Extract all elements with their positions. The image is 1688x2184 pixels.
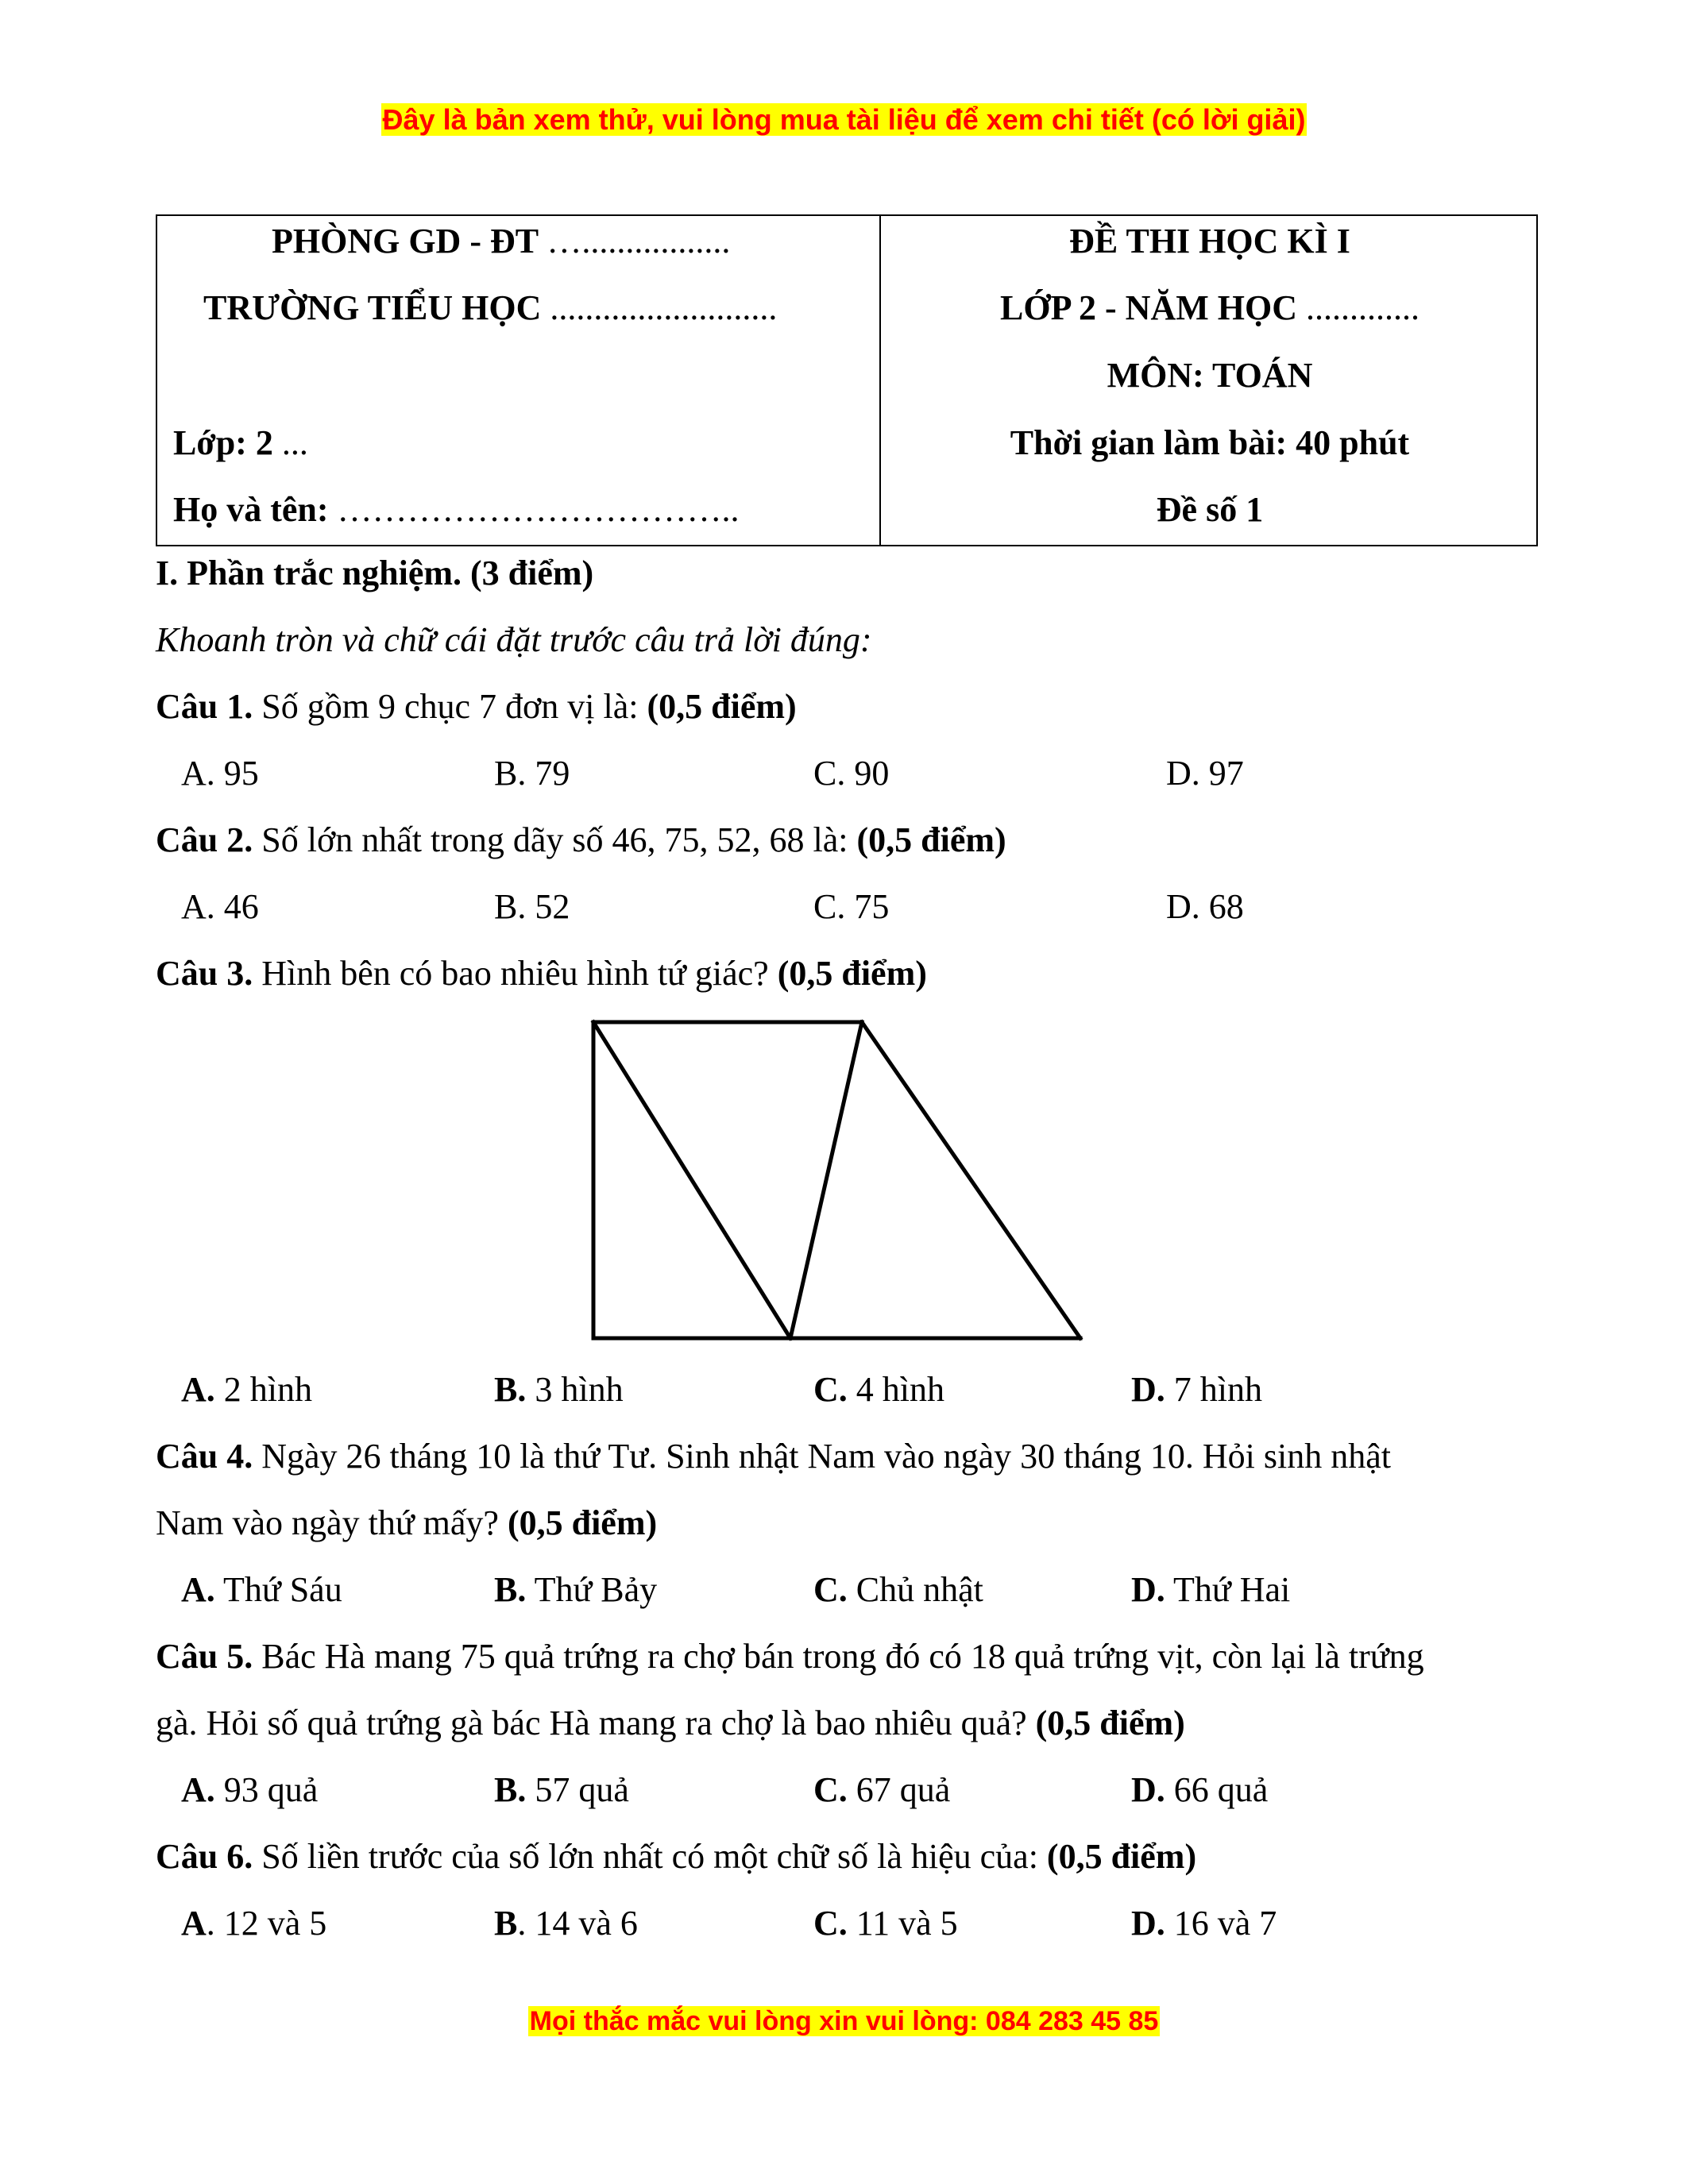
question-points: (0,5 điểm) — [1035, 1704, 1185, 1742]
exam-title-text: ĐỀ THI HỌC KÌ I — [1069, 222, 1350, 260]
option-letter: C. — [813, 1770, 848, 1809]
name-label: Họ và tên: — [173, 490, 329, 529]
q1-option-b[interactable] — [494, 753, 570, 793]
option-text: 3 hình — [526, 1370, 624, 1409]
option-letter: C. — [813, 1370, 848, 1409]
question-text: Ngày 26 tháng 10 là thứ Tư. Sinh nhật Nam vào ngày 30 tháng 10. Hỏi sinh nhật — [253, 1437, 1391, 1476]
figure-diagonal-middle — [790, 1022, 862, 1338]
school-line — [203, 287, 777, 328]
q5-option-c[interactable] — [813, 1769, 950, 1810]
option-text: 68 — [1199, 887, 1244, 926]
question-5 — [156, 1636, 1424, 1677]
q3-option-a[interactable] — [181, 1369, 312, 1410]
option-letter: D. — [1131, 1370, 1165, 1409]
q6-option-c[interactable] — [813, 1903, 958, 1943]
option-text: Thứ Bảy — [526, 1570, 658, 1609]
exam-header-table — [156, 214, 1538, 546]
question-label: Câu 1. — [156, 687, 253, 726]
question-label: Câu 3. — [156, 954, 253, 993]
figure-diagonal-left — [593, 1022, 790, 1338]
option-text: 46 — [214, 887, 259, 926]
class-line — [173, 423, 308, 463]
option-letter: B. — [494, 1370, 527, 1409]
question-text: Số gồm 9 chục 7 đơn vị là: — [253, 687, 647, 726]
school-text: TRƯỜNG TIỂU HỌC — [203, 288, 542, 327]
q6-option-a[interactable] — [181, 1903, 326, 1943]
option-letter: B. — [494, 754, 527, 793]
option-letter: A. — [181, 1570, 215, 1609]
quadrilateral-figure — [588, 1017, 1104, 1366]
q4-option-c[interactable] — [813, 1569, 983, 1610]
option-text: 95 — [214, 754, 259, 793]
question-text: Nam vào ngày thứ mấy? — [156, 1503, 508, 1542]
q3-option-d[interactable] — [1131, 1369, 1262, 1410]
option-text: 90 — [845, 754, 890, 793]
question-label: Câu 5. — [156, 1637, 253, 1676]
q6-option-b[interactable] — [494, 1903, 638, 1943]
option-text: . 12 và 5 — [206, 1904, 327, 1943]
year-dots: ............. — [1305, 288, 1420, 327]
name-line — [173, 489, 740, 530]
option-letter: C. — [813, 754, 846, 793]
option-text: 11 và 5 — [847, 1904, 958, 1943]
option-letter: B. — [494, 887, 527, 926]
option-letter: A — [181, 1904, 207, 1943]
question-label: Câu 6. — [156, 1837, 253, 1876]
option-text: 97 — [1199, 754, 1244, 793]
preview-banner-text: Đây là bản xem thử, vui lòng mua tài liệu để xem chi tiết (có lời giải) — [382, 103, 1306, 136]
option-text: 67 quả — [847, 1770, 951, 1809]
question-text: Hình bên có bao nhiêu hình tứ giác? — [253, 954, 778, 993]
option-text: 16 và 7 — [1165, 1904, 1277, 1943]
subject-line — [882, 355, 1538, 396]
question-text: Bác Hà mang 75 quả trứng ra chợ bán trong đó có 18 quả trứng vịt, còn lại là trứng — [253, 1637, 1424, 1676]
question-points: (0,5 điểm) — [856, 820, 1006, 859]
school-dots: .......................... — [550, 288, 778, 327]
question-points: (0,5 điểm) — [777, 954, 927, 993]
option-letter: A. — [181, 1370, 215, 1409]
question-4 — [156, 1436, 1391, 1476]
subject-text: MÔN: TOÁN — [1107, 356, 1313, 395]
option-text: 4 hình — [847, 1370, 945, 1409]
option-letter: B. — [494, 1570, 527, 1609]
q2-option-c[interactable] — [813, 886, 889, 927]
question-text: gà. Hỏi số quả trứng gà bác Hà mang ra chợ là bao nhiêu quả? — [156, 1704, 1036, 1742]
grade-year-text: LỚP 2 - NĂM HỌC — [1000, 288, 1297, 327]
q4-option-b[interactable] — [494, 1569, 657, 1610]
q4-option-a[interactable] — [181, 1569, 342, 1610]
exam-number-line — [882, 489, 1538, 530]
q1-option-d[interactable] — [1166, 753, 1244, 793]
q5-option-b[interactable] — [494, 1769, 629, 1810]
option-text: 7 hình — [1165, 1370, 1263, 1409]
question-text: Số lớn nhất trong dãy số 46, 75, 52, 68 là: — [253, 820, 857, 859]
option-text: . 14 và 6 — [517, 1904, 638, 1943]
option-text: Thứ Sáu — [214, 1570, 342, 1609]
figure-right-slant — [862, 1022, 1080, 1338]
q4-option-d[interactable] — [1131, 1569, 1290, 1610]
question-6 — [156, 1836, 1196, 1877]
q6-option-d[interactable] — [1131, 1903, 1277, 1943]
contact-banner-text: Mọi thắc mắc vui lòng xin vui lòng: 084 283 45 85 — [529, 2006, 1159, 2036]
q2-option-a[interactable] — [181, 886, 259, 927]
question-points: (0,5 điểm) — [1046, 1837, 1197, 1876]
question-2 — [156, 820, 1006, 860]
exam-title — [882, 221, 1538, 261]
option-letter: A. — [181, 754, 215, 793]
grade-year-line — [882, 287, 1538, 328]
option-letter: B — [494, 1904, 518, 1943]
time-text: Thời gian làm bài: 40 phút — [1010, 423, 1410, 462]
instruction: Khoanh tròn và chữ cái đặt trước câu trả lời đúng: — [156, 620, 872, 659]
question-points: (0,5 điểm) — [647, 687, 797, 726]
q5-option-a[interactable] — [181, 1769, 318, 1810]
q5-option-d[interactable] — [1131, 1769, 1268, 1810]
option-letter: A. — [181, 887, 215, 926]
q1-option-a[interactable] — [181, 753, 259, 793]
name-dots: …………………………….. — [337, 490, 740, 529]
question-label: Câu 2. — [156, 820, 253, 859]
option-letter: B. — [494, 1770, 527, 1809]
option-text: 52 — [526, 887, 570, 926]
question-text: Số liền trước của số lớn nhất có một chữ số là hiệu của: — [253, 1837, 1047, 1876]
option-letter: D. — [1131, 1770, 1165, 1809]
option-text: 66 quả — [1165, 1770, 1269, 1809]
option-text: 93 quả — [214, 1770, 319, 1809]
option-letter: C. — [813, 887, 846, 926]
exam-number-text: Đề số 1 — [1156, 490, 1264, 529]
department-text: PHÒNG GD - ĐT — [272, 222, 539, 260]
q2-option-b[interactable] — [494, 886, 570, 927]
option-letter: D. — [1166, 754, 1200, 793]
department-dots: …................. — [547, 222, 731, 260]
table-divider — [879, 216, 881, 545]
option-text: Thứ Hai — [1165, 1570, 1291, 1609]
time-line — [882, 423, 1538, 463]
q2-option-d[interactable] — [1166, 886, 1244, 927]
option-text: 79 — [526, 754, 570, 793]
contact-banner — [0, 2006, 1688, 2037]
question-3 — [156, 953, 927, 994]
question-5-cont — [156, 1703, 1185, 1743]
department-line — [272, 221, 730, 261]
preview-banner — [0, 103, 1688, 137]
option-letter: C. — [813, 1904, 848, 1943]
question-1 — [156, 686, 797, 727]
option-letter: C. — [813, 1570, 848, 1609]
option-text: 57 quả — [526, 1770, 629, 1809]
option-letter: A. — [181, 1770, 215, 1809]
question-label: Câu 4. — [156, 1437, 253, 1476]
option-text: Chủ nhật — [847, 1570, 983, 1609]
section-title: I. Phần trắc nghiệm. (3 điểm) — [156, 554, 594, 592]
class-dots: ... — [281, 423, 308, 462]
option-letter: D. — [1131, 1570, 1165, 1609]
q3-option-c[interactable] — [813, 1369, 944, 1410]
option-letter: D. — [1131, 1904, 1165, 1943]
option-text: 75 — [845, 887, 890, 926]
question-4-cont — [156, 1503, 657, 1543]
option-text: 2 hình — [214, 1370, 313, 1409]
q3-option-b[interactable] — [494, 1369, 624, 1410]
option-letter: D. — [1166, 887, 1200, 926]
question-points: (0,5 điểm) — [507, 1503, 658, 1542]
class-label: Lớp: 2 — [173, 423, 273, 462]
q1-option-c[interactable] — [813, 753, 889, 793]
